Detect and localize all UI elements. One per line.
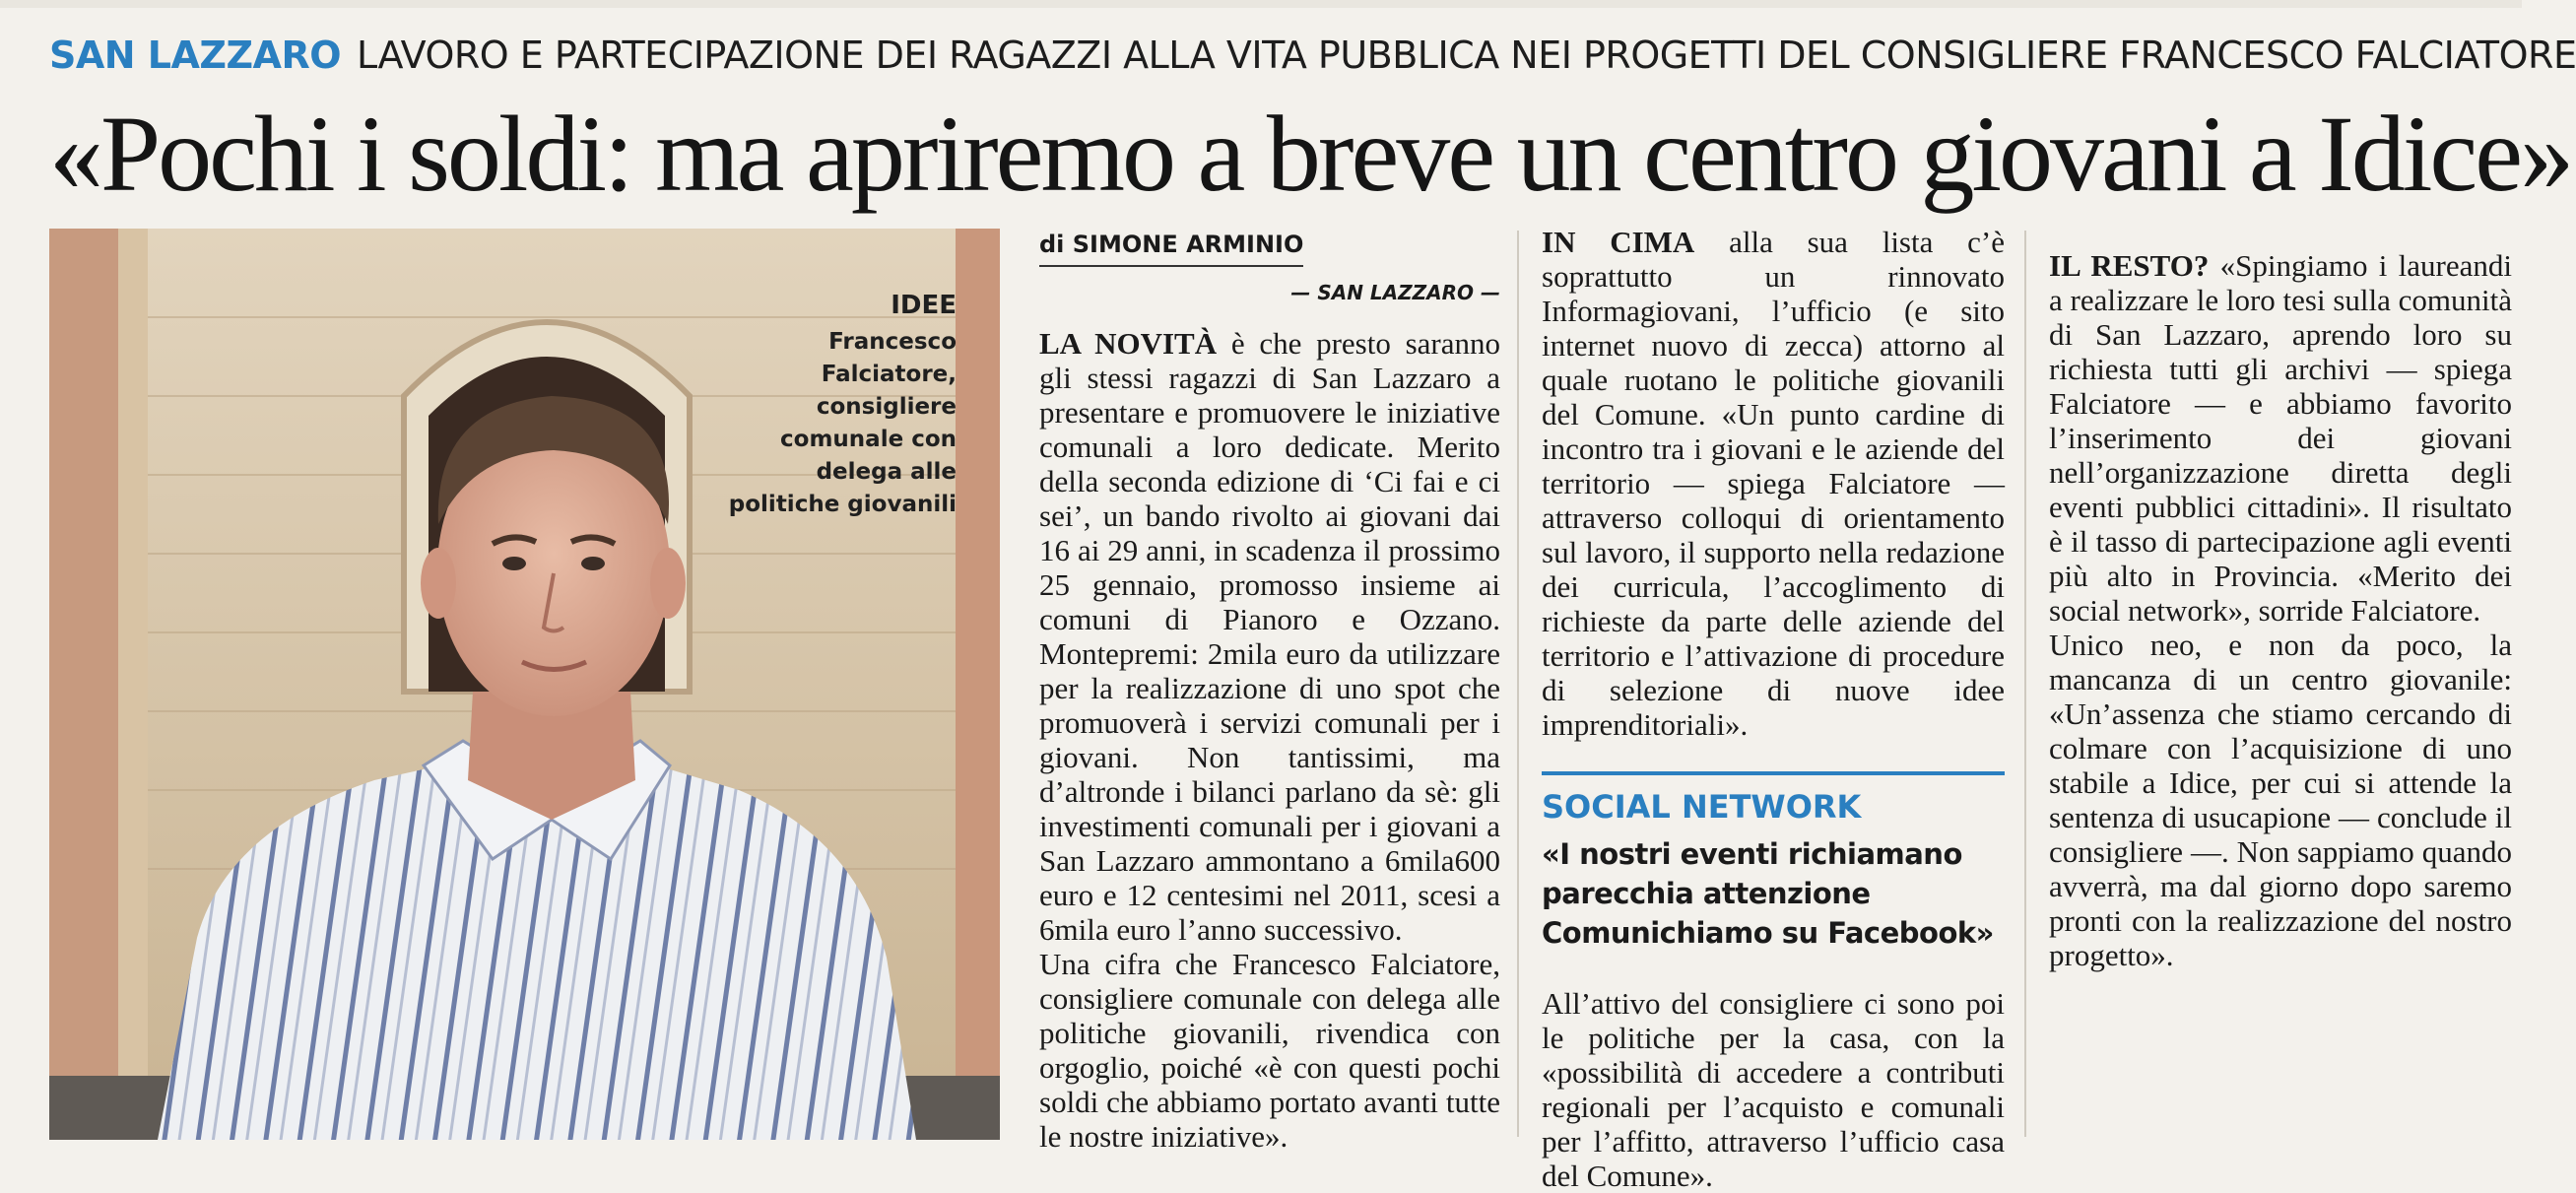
paragraph: Unico neo, e non da poco, la mancanza di un centro giovanile: «Un’assenza che stiamo cercando di colmare con l’acquisizione di uno stabile a Idice, per cui si attende la sentenza di usucapione — conclude il consigliere —. Non sappiamo quando avverrà, ma dal giorno dopo saremo pronti con la realizzazione del nostro progetto». (2049, 628, 2512, 972)
caption-title: IDEE (891, 291, 957, 320)
text-column-2 (1542, 225, 2005, 1193)
caption-text: Francesco Falciatore, consigliere comunale con delega alle politiche giovanili (728, 329, 957, 517)
paragraph-text: è che presto saranno gli stessi ragazzi di San Lazzaro a presentare e promuovere le iniziative comunali a loro dedicate. Merito della seconda edizione di ‘Ci fai e ci sei’, un bando rivolto ai giovani dai 16 ai 29 anni, in scadenza il prossimo 25 gennaio, promosso insieme ai comuni di Pianoro e Ozzano. Montepremi: 2mila euro da utilizzare per la realizzazione di uno spot che promuoverà i servizi comunali per i giovani. Non tantissimi, ma d’altronde i bilanci parlano da sè: gli investimenti comunali per i giovani a San Lazzaro ammontano a 6mila600 euro e 12 centesimi nel 2011, scesi a 6mila euro l’anno successivo. (1039, 326, 1500, 947)
kicker-place: SAN LAZZARO (49, 33, 342, 77)
paragraph (1542, 225, 2005, 742)
paragraph-lead: IN CIMA (1542, 225, 1695, 259)
article-headline: «Pochi i soldi: ma apriremo a breve un centro giovani a Idice» (49, 94, 2572, 214)
photo-caption (700, 290, 957, 521)
paragraph (1039, 326, 1500, 947)
text-column-3 (2049, 225, 2512, 1141)
dateline: — SAN LAZZARO — (1290, 281, 1500, 304)
kicker-text: LAVORO E PARTECIPAZIONE DEI RAGAZZI ALLA VITA PUBBLICA NEI PROGETTI DEL CONSIGLIERE FRANCESCO FALCIATORE (357, 33, 2576, 77)
column-separator (1517, 231, 1519, 1137)
paragraph-lead: IL RESTO? (2049, 248, 2210, 283)
paragraph-text: «Spingiamo i laureandi a realizzare le loro tesi sulla comunità di San Lazzaro, aprendo loro su richiesta tutti gli archivi — spiega Falciatore — e abbiamo favorito l’inserimento dei giovani nell’organizzazione diretta degli eventi pubblici cittadini». Il risultato è il tasso di partecipazione agli eventi più alto in Provincia. «Merito dei social network», sorride Falciatore. (2049, 248, 2512, 628)
article-photo (49, 229, 1000, 1140)
sidebar-quote: «I nostri eventi richiamano parecchia attenzione Comunichiamo su Facebook» (1542, 837, 1994, 950)
paragraph-lead: LA NOVITÀ (1039, 326, 1218, 361)
byline: di SIMONE ARMINIO (1039, 228, 1303, 267)
column-separator (2024, 231, 2026, 1137)
page-top-strip (0, 0, 2522, 8)
sidebar-kicker: SOCIAL NETWORK (1542, 788, 1862, 826)
paragraph (2049, 248, 2512, 628)
paragraph-text: alla sua lista c’è soprattutto un rinnovato Informagiovani, l’ufficio (e sito internet nuovo di zecca) attorno al quale ruotano le politiche giovanili del Comune. «Un punto cardine di incontro tra i giovani e le aziende del territorio — spiega Falciatore — attraverso colloqui di orientamento sul lavoro, il supporto nella redazione dei curricula, l’accoglimento di richieste da parte delle aziende del territorio e l’attivazione di procedure di selezione di nuove idee imprenditoriali». (1542, 225, 2005, 742)
paragraph: Una cifra che Francesco Falciatore, consigliere comunale con delega alle politiche giovanili, rivendica con orgoglio, poiché «è con questi pochi soldi che abbiamo portato avanti tutte le nostre iniziative». (1039, 947, 1500, 1154)
sidebar-box (1542, 771, 2005, 953)
spacer (2049, 225, 2512, 248)
paragraph: All’attivo del consigliere ci sono poi le politiche per la casa, con la «possibilità di accedere a contributi regionali per l’acquisto e comunali per l’affitto, attraverso l’ufficio casa del Comune». (1542, 986, 2005, 1193)
article-kicker (49, 30, 2576, 81)
text-column-1 (1039, 225, 1500, 1154)
